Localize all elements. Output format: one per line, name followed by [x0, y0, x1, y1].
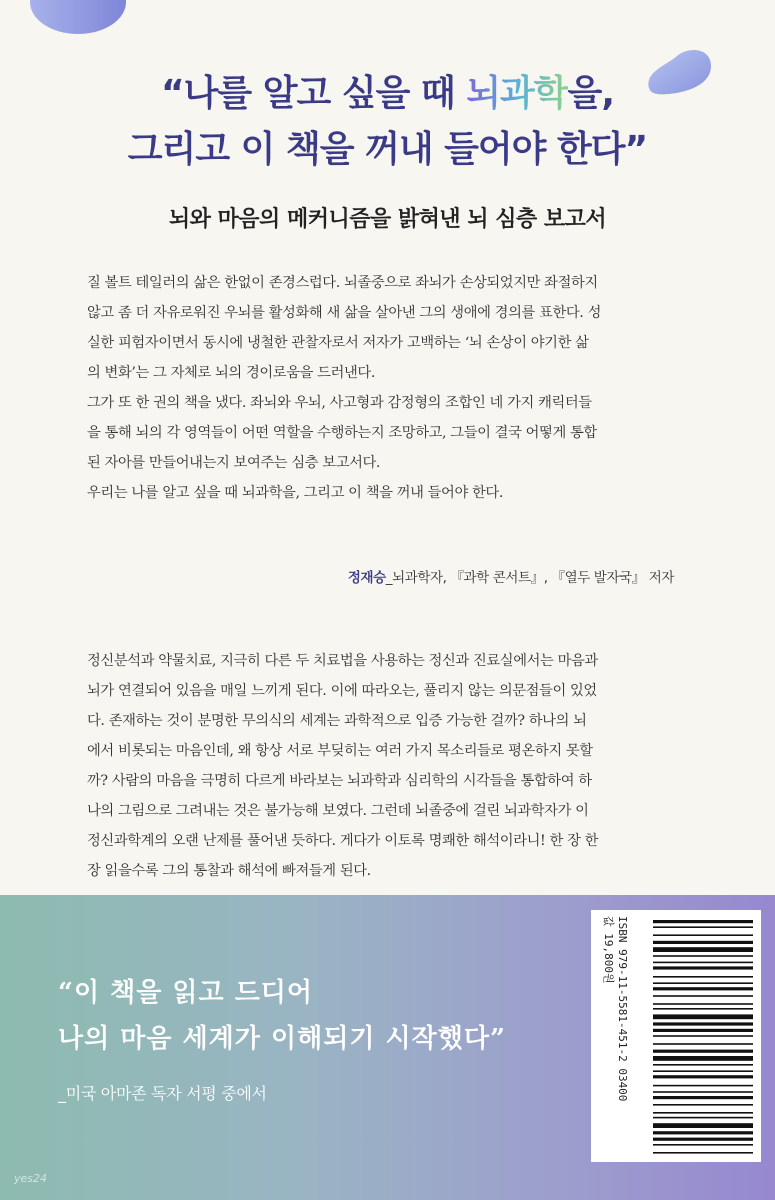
text-line: 의 변화’는 그 자체로 뇌의 경이로움을 드러낸다. [87, 365, 375, 381]
text-line: 그가 또 한 권의 책을 냈다. 좌뇌와 우뇌, 사고형과 감정형의 조합인 네 가지 캐릭터들 [87, 395, 592, 411]
text-line: 뇌가 연결되어 있음을 매일 느끼게 된다. 이에 따라오는, 풀리지 않는 의문점들이 있었 [87, 683, 597, 699]
review-paragraph-2 [87, 646, 687, 886]
endorsement-credit [348, 566, 674, 586]
headline [0, 66, 775, 178]
barcode-area [591, 910, 761, 1162]
isbn-text-block [599, 916, 629, 1156]
text-line: 다. 존재하는 것이 분명한 무의식의 세계는 과학적으로 입증 가능한 걸까? 하나의 뇌 [87, 713, 587, 729]
reader-quote-line: 나의 마음 세계가 이해되기 시작했다” [58, 1024, 506, 1054]
price-label: 값 19,800원 [602, 916, 615, 984]
headline-line-2: 그리고 이 책을 꺼내 들어야 한다” [127, 129, 648, 170]
review-paragraph-1 [87, 268, 687, 508]
endorser-name: 정재승 [347, 570, 386, 586]
text-line: 우리는 나를 알고 싶을 때 뇌과학을, 그리고 이 책을 꺼내 들어야 한다. [87, 485, 503, 501]
barcode-icon [653, 920, 753, 1158]
text-line: 까? 사람의 마음을 극명히 다르게 바라보는 뇌과학과 심리학의 시각들을 통합하여 하 [87, 773, 592, 789]
headline-highlight: 뇌과학 [466, 73, 568, 114]
text-line: 을 통해 뇌의 각 영역들이 어떤 역할을 수행하는지 조망하고, 그들이 결국 어떻게 통합 [87, 425, 597, 441]
isbn-number: ISBN 979-11-5581-451-2 03400 [616, 916, 629, 1102]
text-line: 실한 피험자이면서 동시에 냉철한 관찰자로서 저자가 고백하는 ‘뇌 손상이 야기한 삶 [87, 335, 589, 351]
text-line: 정신분석과 약물치료, 지극히 다른 두 치료법을 사용하는 정신과 진료실에서는 마음과 [87, 653, 598, 669]
reader-quote [58, 970, 506, 1062]
text-line: 않고 좀 더 자유로워진 우뇌를 활성화해 새 삶을 살아낸 그의 생애에 경의를 표한다. 성 [87, 305, 601, 321]
text-line: 에서 비롯되는 마음인데, 왜 항상 서로 부딪히는 여러 가지 목소리들로 평온하지 못할 [87, 743, 593, 759]
headline-part-1: “나를 알고 싶을 때 [160, 73, 467, 114]
subtitle: 뇌와 마음의 메커니즘을 밝혀낸 뇌 심층 보고서 [168, 207, 607, 232]
endorser-title: _뇌과학자, 『과학 콘서트』, 『열두 발자국』 저자 [385, 570, 674, 586]
text-line: 질 볼트 테일러의 삶은 한없이 존경스럽다. 뇌졸중으로 좌뇌가 손상되었지만 좌절하지 [87, 275, 598, 291]
text-line: 된 자아를 만들어내는지 보여주는 심층 보고서다. [87, 455, 381, 471]
text-line: 나의 그림으로 그려내는 것은 불가능해 보였다. 그런데 뇌졸중에 걸린 뇌과학자가 이 [87, 803, 589, 819]
reader-quote-line: “이 책을 읽고 드디어 [58, 978, 314, 1008]
reader-quote-source: _미국 아마존 독자 서평 중에서 [58, 1084, 267, 1103]
watermark-stamp: yes24 [14, 1172, 48, 1185]
headline-line-1 [0, 66, 775, 122]
text-line: 장 읽을수록 그의 통찰과 해석에 빠져들게 된다. [87, 863, 371, 879]
text-line: 정신과학계의 오랜 난제를 풀어낸 듯하다. 게다가 이토록 명쾌한 해석이라니! 한 장 한 [87, 833, 599, 849]
headline-part-2: 을, [567, 73, 614, 114]
decor-blob-top [28, 0, 128, 36]
